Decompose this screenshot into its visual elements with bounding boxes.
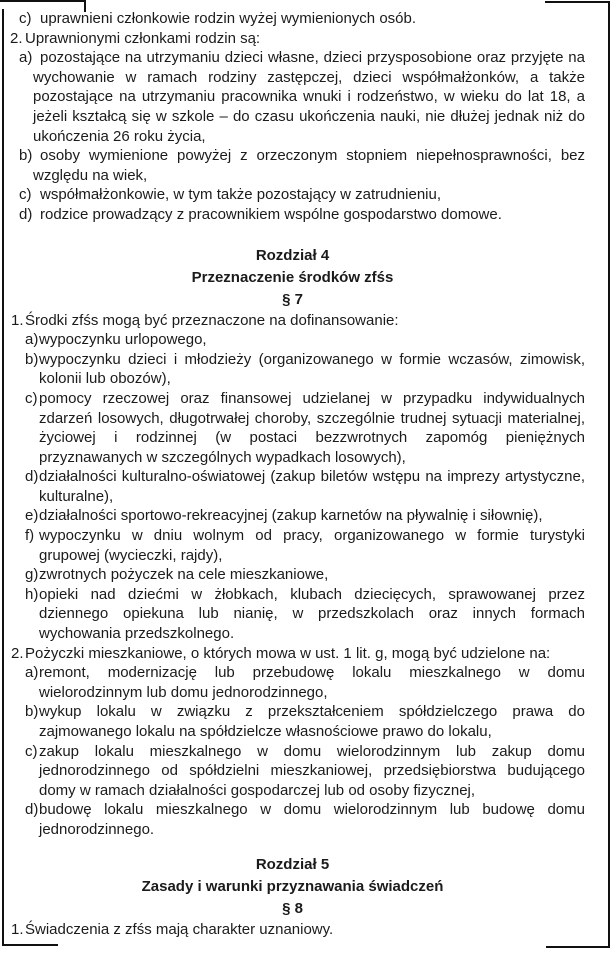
list-item-text: wypoczynku urlopowego, — [39, 331, 207, 349]
frame-top-left-segment — [0, 0, 86, 2]
intro-list — [0, 9, 585, 225]
list-item-text: uprawnieni członkowie rodzin wyżej wymienionych osób. — [40, 10, 417, 27]
paragraph-7-list — [0, 311, 585, 840]
list-item-label: c) — [25, 389, 38, 407]
list-item-text: wykup lokalu w związku z przekształceniem spółdzielczego prawa do zajmowanego lokalu na spółdzielcze własnościowe prawo do lokalu, — [39, 703, 585, 740]
list-item — [0, 330, 585, 350]
document-content — [0, 9, 613, 939]
list-item — [0, 565, 585, 585]
list-item-label: b) — [19, 147, 33, 165]
paragraph-8-list — [0, 920, 585, 940]
chapter-title: Rozdział 5 — [255, 855, 330, 873]
frame-bottom-left-segment — [2, 944, 58, 946]
list-item-text: Świadczenia z zfśs mają charakter uznaniowy. — [25, 920, 334, 938]
list-item-label: g) — [25, 566, 39, 584]
list-item — [0, 467, 585, 506]
list-item — [0, 800, 585, 839]
list-item-label: 2. — [11, 644, 24, 662]
list-item — [0, 311, 585, 331]
list-item-text: rodzice prowadzący z pracownikiem wspólne gospodarstwo domowe. — [40, 205, 502, 223]
chapter-4-heading — [0, 245, 585, 311]
list-item — [0, 48, 585, 146]
list-item — [0, 742, 585, 801]
list-item-label: 1. — [11, 920, 24, 938]
frame-top-right-segment — [545, 1, 610, 3]
paragraph-number: § 8 — [282, 899, 303, 917]
list-item-text: pomocy rzeczowej oraz finansowej udzielanej w przypadku indywidualnych zdarzeń losowych, długotrwałej choroby, szczególnie trudnej sytuacji materialnej, życiowej i rodzinnej (w postaci bezzwrotnych zapomóg pieniężnych przyznawanych w szczególnych wypadkach losowych), — [39, 389, 585, 466]
list-item-label: 1. — [11, 311, 24, 329]
list-item-text: pozostające na utrzymaniu dzieci własne, dzieci przysposobione oraz przyjęte na wychowanie w ramach rodziny zastępczej, dzieci współmałżonków, a także pozostające na utrzymaniu pracownika wnuki i rodzeństwo, w wieku do lat 18, a jeżeli kształcą się w szkole – do czasu ukończenia nauki, nie dłużej jednak niż do ukończenia 26 roku życia, — [33, 49, 585, 145]
list-item-label: d) — [25, 468, 39, 486]
list-item-text: Pożyczki mieszkaniowe, o których mowa w ust. 1 lit. g, mogą być udzielone na: — [25, 644, 551, 662]
list-item-label: c) — [25, 742, 38, 760]
list-item-label: b) — [25, 703, 39, 721]
list-item-label: c) — [19, 186, 32, 204]
list-item-text: budowę lokalu mieszkalnego w domu wielorodzinnym lub budowę domu jednorodzinnego. — [39, 801, 585, 838]
list-item-text: współmałżonkowie, w tym także pozostający w zatrudnieniu, — [40, 186, 442, 204]
list-item-text: wypoczynku dzieci i młodzieży (organizowanego w formie wczasów, zimowisk, kolonii lub obozów), — [39, 350, 585, 388]
list-item — [0, 702, 585, 741]
list-item-label: a) — [25, 331, 39, 349]
list-item — [0, 185, 585, 205]
chapter-title: Rozdział 4 — [255, 246, 330, 264]
chapter-subtitle: Zasady i warunki przyznawania świadczeń — [141, 877, 444, 895]
list-item-text: Uprawnionymi członkami rodzin są: — [25, 29, 261, 47]
list-item-label: 2. — [10, 29, 23, 47]
list-item — [0, 920, 585, 940]
list-item — [0, 585, 585, 644]
list-item — [0, 350, 585, 389]
list-item-label: f) — [25, 527, 35, 545]
chapter-5-heading — [0, 854, 585, 920]
list-item — [0, 389, 585, 467]
list-item-label: e) — [25, 507, 39, 525]
list-item-text: opieki nad dziećmi w żłobkach, klubach dziecięcych, sprawowanej przez dziennego opiekuna lub nianię, w przedszkolach oraz innych formach wychowania przedszkolnego. — [39, 585, 585, 643]
list-item-text: wypoczynku w dniu wolnym od pracy, organizowanego w formie turystyki grupowej (wycieczki, rajdy), — [39, 527, 585, 564]
list-item-text: osoby wymienione powyżej z orzeczonym stopniem niepełnosprawności, bez względu na wiek, — [33, 147, 585, 184]
frame-bottom-right-segment — [546, 946, 610, 948]
list-item — [0, 29, 585, 49]
list-item — [0, 526, 585, 565]
list-item-text: zakup lokalu mieszkalnego w domu wielorodzinnym lub zakup domu jednorodzinnego od spółdzielni mieszkaniowej, przedsiębiorstwa budującego domy w ramach działalności gospodarczej lub od osoby fizycznej, — [39, 742, 585, 799]
list-item — [0, 9, 585, 29]
list-item-text: działalności sportowo-rekreacyjnej (zakup karnetów na pływalnię i siłownię), — [39, 507, 543, 525]
list-item — [0, 663, 585, 702]
paragraph-number: § 7 — [282, 290, 303, 308]
list-item — [0, 205, 585, 225]
list-item-label: a) — [25, 664, 39, 682]
list-item-text: Środki zfśs mogą być przeznaczone na dofinansowanie: — [25, 311, 399, 329]
list-item-label: c) — [19, 10, 32, 27]
list-item-label: d) — [19, 205, 33, 223]
list-item-label: h) — [25, 585, 39, 603]
list-item-label: a) — [19, 49, 33, 67]
list-item — [0, 644, 585, 664]
list-item-text: zwrotnych pożyczek na cele mieszkaniowe, — [39, 566, 329, 584]
list-item — [0, 146, 585, 185]
list-item-label: b) — [25, 350, 39, 368]
list-item-text: działalności kulturalno-oświatowej (zakup biletów wstępu na imprezy artystyczne, kulturalne), — [39, 468, 585, 505]
list-item-text: remont, modernizację lub przebudowę lokalu mieszkalnego w domu wielorodzinnym lub domu jednorodzinnego, — [39, 664, 585, 701]
list-item — [0, 506, 585, 526]
chapter-subtitle: Przeznaczenie środków zfśs — [191, 268, 394, 286]
list-item-label: d) — [25, 801, 39, 819]
